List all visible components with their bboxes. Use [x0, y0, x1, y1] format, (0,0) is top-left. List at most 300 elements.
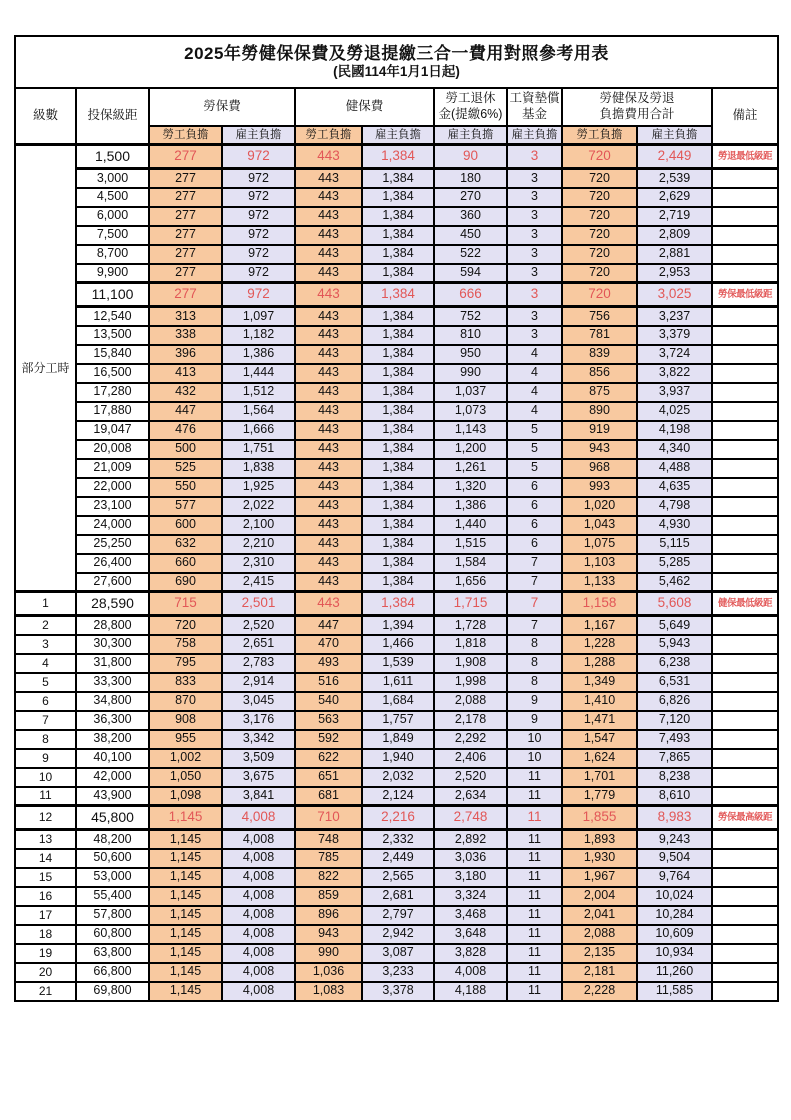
- cell-li_e: 972: [222, 188, 295, 207]
- cell-te: 7,493: [637, 730, 712, 749]
- subheader-hi-employer: 雇主負擔: [362, 126, 434, 145]
- cell-remark: [712, 830, 778, 849]
- cell-bracket: 36,300: [76, 711, 149, 730]
- cell-level: 19: [15, 944, 76, 963]
- cell-hi_w: 710: [295, 806, 362, 830]
- cell-hi_w: 443: [295, 326, 362, 345]
- cell-tw: 968: [562, 459, 637, 478]
- cell-fund_e: 10: [507, 749, 562, 768]
- table-row: [15, 963, 778, 982]
- cell-te: 3,724: [637, 345, 712, 364]
- cell-te: 6,826: [637, 692, 712, 711]
- pension-line1: 勞工退休: [445, 91, 496, 106]
- cell-fund_e: 3: [507, 245, 562, 264]
- cell-level: 1: [15, 592, 76, 616]
- cell-fund_e: 3: [507, 307, 562, 326]
- cell-li_w: 277: [149, 207, 222, 226]
- cell-pen_e: 594: [434, 264, 507, 283]
- cell-li_e: 1,751: [222, 440, 295, 459]
- cell-pen_e: 666: [434, 283, 507, 307]
- table-row: [15, 887, 778, 906]
- cell-fund_e: 4: [507, 383, 562, 402]
- cell-remark: [712, 226, 778, 245]
- cell-remark: [712, 402, 778, 421]
- cell-tw: 943: [562, 440, 637, 459]
- cell-hi_w: 443: [295, 535, 362, 554]
- cell-level: 9: [15, 749, 76, 768]
- cell-remark: [712, 188, 778, 207]
- cell-te: 2,719: [637, 207, 712, 226]
- cell-tw: 2,228: [562, 982, 637, 1001]
- cell-li_w: 908: [149, 711, 222, 730]
- cell-pen_e: 1,440: [434, 516, 507, 535]
- cell-li_e: 972: [222, 283, 295, 307]
- cell-te: 11,260: [637, 963, 712, 982]
- table-row: [15, 440, 778, 459]
- cell-remark: [712, 963, 778, 982]
- cell-fund_e: 3: [507, 169, 562, 188]
- cell-bracket: 30,300: [76, 635, 149, 654]
- cell-level: 2: [15, 616, 76, 635]
- cell-bracket: 60,800: [76, 925, 149, 944]
- cell-hi_w: 681: [295, 787, 362, 806]
- cell-remark: [712, 944, 778, 963]
- cell-li_w: 955: [149, 730, 222, 749]
- cell-pen_e: 1,728: [434, 616, 507, 635]
- cell-remark: [712, 654, 778, 673]
- cell-tw: 2,004: [562, 887, 637, 906]
- cell-bracket: 22,000: [76, 478, 149, 497]
- cell-te: 4,198: [637, 421, 712, 440]
- cell-bracket: 6,000: [76, 207, 149, 226]
- cell-bracket: 15,840: [76, 345, 149, 364]
- subheader-li-worker: 勞工負擔: [149, 126, 222, 145]
- col-header-bracket: 投保級距: [76, 88, 149, 145]
- cell-pen_e: 2,520: [434, 768, 507, 787]
- page-title: 2025年勞健保保費及勞退提繳三合一費用對照參考用表: [184, 43, 609, 63]
- table-row: [15, 264, 778, 283]
- pension-line2: 金(提繳6%): [438, 107, 503, 121]
- cell-tw: 1,349: [562, 673, 637, 692]
- cell-li_e: 4,008: [222, 944, 295, 963]
- cell-hi_w: 443: [295, 364, 362, 383]
- cell-hi_w: 443: [295, 307, 362, 326]
- cell-hi_w: 540: [295, 692, 362, 711]
- cell-bracket: 17,880: [76, 402, 149, 421]
- cell-tw: 2,088: [562, 925, 637, 944]
- cell-hi_w: 943: [295, 925, 362, 944]
- cell-hi_e: 1,384: [362, 345, 434, 364]
- cell-remark: [712, 730, 778, 749]
- cell-pen_e: 2,406: [434, 749, 507, 768]
- subheader-hi-worker: 勞工負擔: [295, 126, 362, 145]
- cell-li_w: 1,145: [149, 963, 222, 982]
- cell-bracket: 34,800: [76, 692, 149, 711]
- cell-remark: 勞保最低級距: [712, 283, 778, 307]
- cell-hi_e: 1,384: [362, 188, 434, 207]
- cell-hi_e: 1,384: [362, 402, 434, 421]
- cell-li_w: 1,145: [149, 906, 222, 925]
- cell-tw: 839: [562, 345, 637, 364]
- table-row: [15, 421, 778, 440]
- cell-hi_w: 1,036: [295, 963, 362, 982]
- cell-te: 5,649: [637, 616, 712, 635]
- cell-li_e: 1,925: [222, 478, 295, 497]
- cell-hi_w: 822: [295, 868, 362, 887]
- cell-tw: 1,043: [562, 516, 637, 535]
- cell-tw: 1,410: [562, 692, 637, 711]
- table-row: [15, 497, 778, 516]
- cell-li_w: 277: [149, 226, 222, 245]
- table-row: [15, 402, 778, 421]
- cell-hi_w: 447: [295, 616, 362, 635]
- cell-remark: [712, 535, 778, 554]
- cell-hi_e: 2,032: [362, 768, 434, 787]
- cell-remark: [712, 516, 778, 535]
- cell-fund_e: 11: [507, 806, 562, 830]
- cell-li_w: 447: [149, 402, 222, 421]
- subheader-total-employer: 雇主負擔: [637, 126, 712, 145]
- cell-li_w: 870: [149, 692, 222, 711]
- cell-tw: 1,228: [562, 635, 637, 654]
- cell-li_e: 4,008: [222, 806, 295, 830]
- cell-remark: [712, 307, 778, 326]
- cell-tw: 720: [562, 245, 637, 264]
- cell-hi_w: 748: [295, 830, 362, 849]
- cell-li_w: 500: [149, 440, 222, 459]
- cell-te: 4,340: [637, 440, 712, 459]
- cell-level: 11: [15, 787, 76, 806]
- cell-hi_e: 1,384: [362, 592, 434, 616]
- table-row: [15, 830, 778, 849]
- table-row: [15, 459, 778, 478]
- cell-remark: [712, 421, 778, 440]
- table-row: [15, 169, 778, 188]
- cell-te: 9,243: [637, 830, 712, 849]
- cell-hi_w: 443: [295, 345, 362, 364]
- cell-remark: [712, 887, 778, 906]
- cell-tw: 1,779: [562, 787, 637, 806]
- cell-li_e: 3,342: [222, 730, 295, 749]
- cell-hi_e: 2,216: [362, 806, 434, 830]
- cell-bracket: 57,800: [76, 906, 149, 925]
- cell-level: 18: [15, 925, 76, 944]
- table-row: [15, 345, 778, 364]
- cell-pen_e: 3,828: [434, 944, 507, 963]
- cell-hi_e: 3,233: [362, 963, 434, 982]
- cell-te: 10,024: [637, 887, 712, 906]
- cell-pen_e: 4,008: [434, 963, 507, 982]
- cell-li_e: 4,008: [222, 830, 295, 849]
- cell-te: 8,983: [637, 806, 712, 830]
- cell-fund_e: 4: [507, 364, 562, 383]
- cell-remark: [712, 906, 778, 925]
- table-row: [15, 188, 778, 207]
- title-row: [15, 36, 778, 88]
- table-row: [15, 806, 778, 830]
- table-row: [15, 944, 778, 963]
- table-row: [15, 516, 778, 535]
- cell-li_w: 277: [149, 264, 222, 283]
- cell-li_e: 2,022: [222, 497, 295, 516]
- cell-hi_e: 1,384: [362, 326, 434, 345]
- cell-li_w: 1,145: [149, 944, 222, 963]
- cell-li_w: 577: [149, 497, 222, 516]
- cell-li_w: 720: [149, 616, 222, 635]
- cell-tw: 720: [562, 264, 637, 283]
- cell-li_e: 3,841: [222, 787, 295, 806]
- total-line2: 負擔費用合計: [599, 107, 675, 121]
- cell-hi_w: 443: [295, 554, 362, 573]
- cell-te: 8,610: [637, 787, 712, 806]
- cell-remark: [712, 768, 778, 787]
- cell-te: 10,934: [637, 944, 712, 963]
- cell-fund_e: 3: [507, 283, 562, 307]
- cell-hi_e: 1,940: [362, 749, 434, 768]
- cell-li_e: 972: [222, 145, 295, 169]
- cell-fund_e: 6: [507, 535, 562, 554]
- cell-hi_e: 1,384: [362, 364, 434, 383]
- table-row: [15, 592, 778, 616]
- cell-remark: [712, 345, 778, 364]
- cell-hi_w: 443: [295, 592, 362, 616]
- cell-hi_w: 443: [295, 573, 362, 592]
- subheader-pension-employer: 雇主負擔: [434, 126, 507, 145]
- cell-pen_e: 1,656: [434, 573, 507, 592]
- cell-li_w: 525: [149, 459, 222, 478]
- cell-pen_e: 1,037: [434, 383, 507, 402]
- table-row: [15, 478, 778, 497]
- cell-li_e: 2,914: [222, 673, 295, 692]
- cell-li_w: 313: [149, 307, 222, 326]
- cell-pen_e: 950: [434, 345, 507, 364]
- cell-hi_e: 1,611: [362, 673, 434, 692]
- cell-fund_e: 9: [507, 692, 562, 711]
- cell-li_e: 1,512: [222, 383, 295, 402]
- cell-li_e: 1,838: [222, 459, 295, 478]
- cell-hi_w: 493: [295, 654, 362, 673]
- table-row: [15, 730, 778, 749]
- cell-bracket: 50,600: [76, 849, 149, 868]
- cell-hi_w: 1,083: [295, 982, 362, 1001]
- cell-fund_e: 4: [507, 402, 562, 421]
- cell-bracket: 26,400: [76, 554, 149, 573]
- cell-pen_e: 1,584: [434, 554, 507, 573]
- cell-li_w: 277: [149, 283, 222, 307]
- cell-fund_e: 6: [507, 516, 562, 535]
- table-row: [15, 673, 778, 692]
- cell-pen_e: 1,073: [434, 402, 507, 421]
- cell-bracket: 7,500: [76, 226, 149, 245]
- cell-te: 3,822: [637, 364, 712, 383]
- cell-bracket: 25,250: [76, 535, 149, 554]
- table-row: [15, 925, 778, 944]
- cell-fund_e: 5: [507, 421, 562, 440]
- cell-te: 3,237: [637, 307, 712, 326]
- cell-tw: 1,075: [562, 535, 637, 554]
- cell-te: 5,115: [637, 535, 712, 554]
- cell-hi_w: 443: [295, 459, 362, 478]
- cell-li_e: 4,008: [222, 887, 295, 906]
- cell-hi_w: 443: [295, 421, 362, 440]
- cell-li_e: 2,415: [222, 573, 295, 592]
- cell-bracket: 24,000: [76, 516, 149, 535]
- cell-bracket: 55,400: [76, 887, 149, 906]
- cell-hi_w: 443: [295, 169, 362, 188]
- cell-bracket: 11,100: [76, 283, 149, 307]
- cell-li_e: 2,310: [222, 554, 295, 573]
- cell-level: 17: [15, 906, 76, 925]
- cell-te: 2,881: [637, 245, 712, 264]
- cell-te: 4,930: [637, 516, 712, 535]
- cell-li_w: 413: [149, 364, 222, 383]
- cell-hi_w: 443: [295, 188, 362, 207]
- cell-li_w: 715: [149, 592, 222, 616]
- cell-hi_w: 443: [295, 245, 362, 264]
- cell-tw: 1,547: [562, 730, 637, 749]
- cell-hi_w: 443: [295, 383, 362, 402]
- cell-level: 8: [15, 730, 76, 749]
- cell-hi_e: 1,384: [362, 145, 434, 169]
- cell-hi_e: 1,384: [362, 421, 434, 440]
- table-row: [15, 654, 778, 673]
- cell-hi_e: 2,449: [362, 849, 434, 868]
- cell-hi_e: 1,384: [362, 169, 434, 188]
- cell-hi_e: 1,384: [362, 554, 434, 573]
- cell-remark: [712, 554, 778, 573]
- cell-remark: [712, 383, 778, 402]
- cell-bracket: 28,590: [76, 592, 149, 616]
- cell-fund_e: 11: [507, 868, 562, 887]
- cell-fund_e: 3: [507, 226, 562, 245]
- cell-hi_e: 3,087: [362, 944, 434, 963]
- cell-bracket: 63,800: [76, 944, 149, 963]
- cell-li_e: 4,008: [222, 906, 295, 925]
- cell-te: 9,504: [637, 849, 712, 868]
- cell-tw: 1,103: [562, 554, 637, 573]
- col-header-health-insurance: 健保費: [295, 88, 434, 126]
- cell-pen_e: 2,292: [434, 730, 507, 749]
- cell-fund_e: 5: [507, 440, 562, 459]
- cell-pen_e: 3,180: [434, 868, 507, 887]
- cell-hi_w: 622: [295, 749, 362, 768]
- cell-li_e: 972: [222, 169, 295, 188]
- cell-hi_e: 1,384: [362, 264, 434, 283]
- cell-li_e: 972: [222, 245, 295, 264]
- cell-hi_e: 1,684: [362, 692, 434, 711]
- cell-li_w: 600: [149, 516, 222, 535]
- cell-remark: [712, 616, 778, 635]
- cell-pen_e: 180: [434, 169, 507, 188]
- cell-li_w: 432: [149, 383, 222, 402]
- cell-li_w: 1,098: [149, 787, 222, 806]
- cell-tw: 1,158: [562, 592, 637, 616]
- cell-te: 5,462: [637, 573, 712, 592]
- cell-te: 2,953: [637, 264, 712, 283]
- cell-pen_e: 3,468: [434, 906, 507, 925]
- cell-te: 9,764: [637, 868, 712, 887]
- cell-bracket: 1,500: [76, 145, 149, 169]
- cell-tw: 720: [562, 283, 637, 307]
- cell-hi_e: 1,384: [362, 535, 434, 554]
- cell-hi_e: 1,384: [362, 245, 434, 264]
- wage-fund-line2: 基金: [521, 107, 547, 121]
- group-label-part-time: 部分工時: [15, 145, 76, 592]
- cell-fund_e: 11: [507, 887, 562, 906]
- cell-level: 6: [15, 692, 76, 711]
- cell-bracket: 42,000: [76, 768, 149, 787]
- cell-bracket: 38,200: [76, 730, 149, 749]
- cell-tw: 720: [562, 169, 637, 188]
- cell-bracket: 4,500: [76, 188, 149, 207]
- cell-li_w: 277: [149, 145, 222, 169]
- cell-li_e: 1,182: [222, 326, 295, 345]
- col-header-level: 級數: [15, 88, 76, 145]
- cell-pen_e: 1,715: [434, 592, 507, 616]
- cell-level: 15: [15, 868, 76, 887]
- cell-te: 3,937: [637, 383, 712, 402]
- cell-pen_e: 450: [434, 226, 507, 245]
- table-row: [15, 207, 778, 226]
- premium-reference-table: [14, 35, 779, 1002]
- cell-remark: [712, 264, 778, 283]
- cell-pen_e: 1,998: [434, 673, 507, 692]
- cell-hi_e: 2,124: [362, 787, 434, 806]
- cell-li_w: 338: [149, 326, 222, 345]
- cell-li_w: 758: [149, 635, 222, 654]
- cell-hi_w: 470: [295, 635, 362, 654]
- cell-pen_e: 3,036: [434, 849, 507, 868]
- cell-fund_e: 7: [507, 554, 562, 573]
- cell-te: 4,635: [637, 478, 712, 497]
- cell-remark: [712, 749, 778, 768]
- cell-hi_e: 1,757: [362, 711, 434, 730]
- cell-li_w: 1,145: [149, 849, 222, 868]
- table-body: [15, 145, 778, 1001]
- cell-pen_e: 810: [434, 326, 507, 345]
- cell-hi_e: 3,378: [362, 982, 434, 1001]
- cell-tw: 1,893: [562, 830, 637, 849]
- cell-hi_e: 1,384: [362, 497, 434, 516]
- cell-hi_e: 1,384: [362, 573, 434, 592]
- cell-li_e: 2,210: [222, 535, 295, 554]
- cell-hi_w: 443: [295, 264, 362, 283]
- header-row-groups: [15, 88, 778, 126]
- cell-te: 2,809: [637, 226, 712, 245]
- cell-te: 4,798: [637, 497, 712, 516]
- table-row: [15, 364, 778, 383]
- cell-bracket: 21,009: [76, 459, 149, 478]
- cell-bracket: 66,800: [76, 963, 149, 982]
- cell-pen_e: 4,188: [434, 982, 507, 1001]
- cell-bracket: 13,500: [76, 326, 149, 345]
- cell-fund_e: 11: [507, 982, 562, 1001]
- cell-remark: [712, 635, 778, 654]
- cell-li_w: 277: [149, 169, 222, 188]
- cell-li_e: 4,008: [222, 925, 295, 944]
- cell-remark: 勞退最低級距: [712, 145, 778, 169]
- cell-fund_e: 8: [507, 673, 562, 692]
- cell-remark: [712, 440, 778, 459]
- cell-bracket: 40,100: [76, 749, 149, 768]
- cell-remark: [712, 711, 778, 730]
- cell-te: 11,585: [637, 982, 712, 1001]
- cell-level: 4: [15, 654, 76, 673]
- cell-pen_e: 90: [434, 145, 507, 169]
- cell-bracket: 23,100: [76, 497, 149, 516]
- cell-hi_w: 592: [295, 730, 362, 749]
- cell-pen_e: 2,748: [434, 806, 507, 830]
